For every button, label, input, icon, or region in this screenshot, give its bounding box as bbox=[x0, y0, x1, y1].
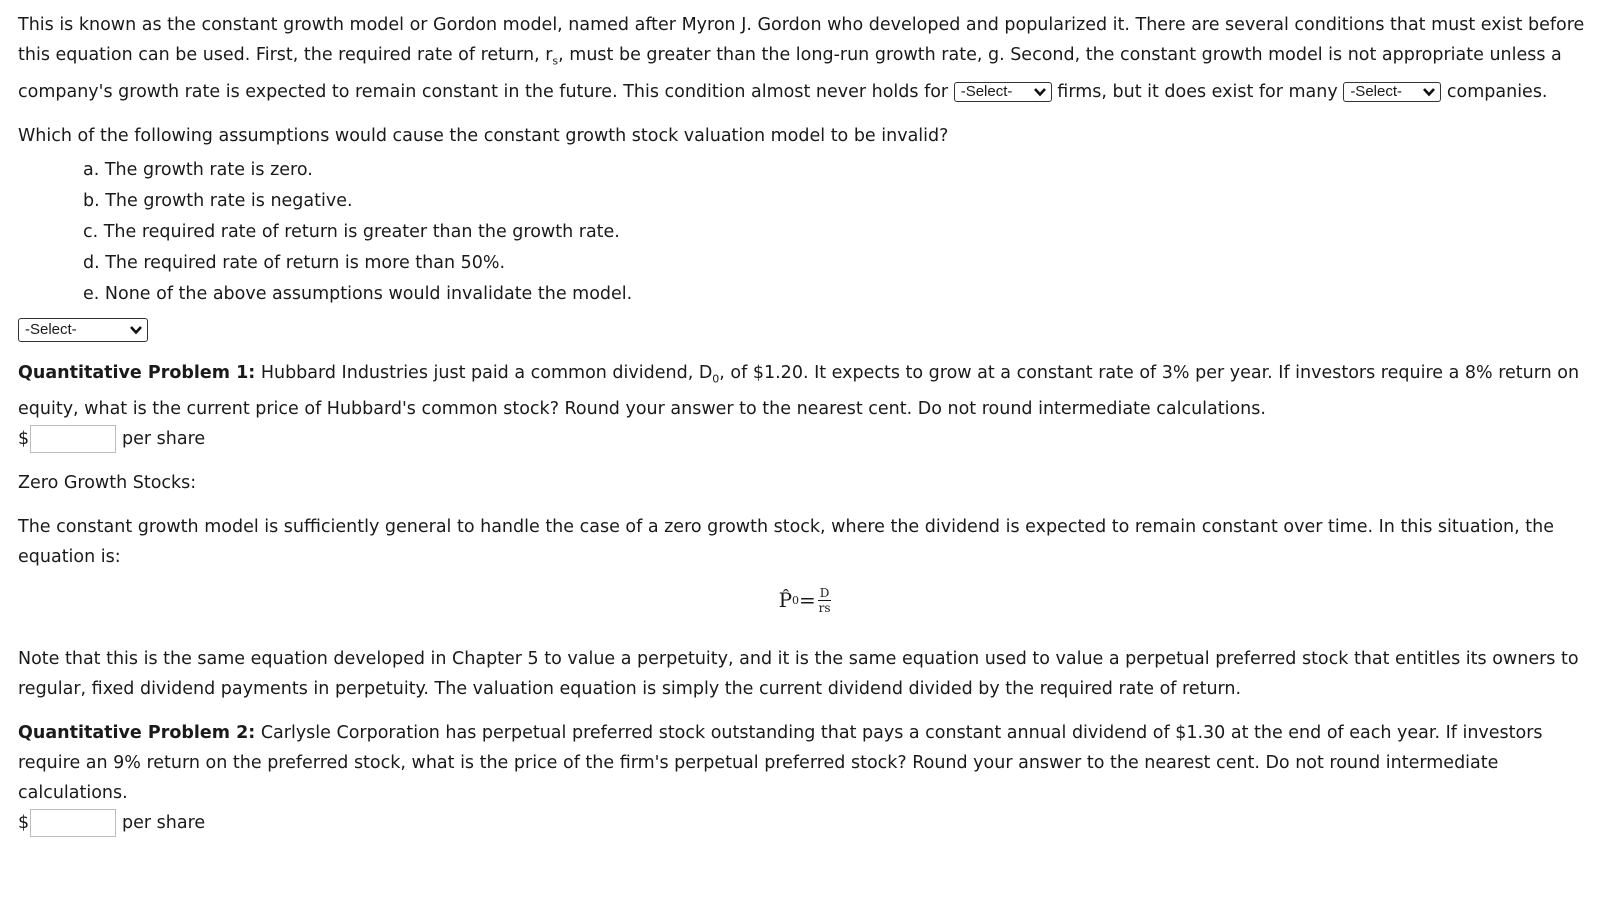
firm-type-select-1[interactable] bbox=[954, 82, 1052, 102]
chevron-down-icon bbox=[129, 325, 143, 335]
select-value: -Select- bbox=[960, 82, 1013, 100]
problem2-body: Carlysle Corporation has perpetual preferred stock outstanding that pays a constant annual dividend of $1.30 at the end of each year. If investors require an 9% return on the preferred stock, what is the price of the firm's perpetual preferred stock? Round your answer to the nearest cent. Do not round intermediate calculations. bbox=[18, 723, 1543, 803]
chevron-down-icon bbox=[1422, 87, 1436, 97]
problem2-label: Quantitative Problem 2: bbox=[18, 723, 256, 743]
chevron-down-icon bbox=[1033, 87, 1047, 97]
formula-fraction bbox=[818, 586, 832, 615]
intro-text-4: companies. bbox=[1446, 81, 1548, 102]
problem2-answer-row bbox=[18, 808, 1592, 838]
option-c: c. The required rate of return is greater than the growth rate. bbox=[83, 221, 620, 242]
problem1-label: Quantitative Problem 1: bbox=[18, 362, 256, 383]
intro-text-1: This is known as the constant growth model or Gordon model, named after Myron J. Gordon who developed and popularized it. There are several conditions that must exist before this equation can be used. First, the required rate of return, r bbox=[18, 15, 1585, 65]
select-value: -Select- bbox=[25, 321, 77, 338]
rs-subscript: s bbox=[552, 54, 559, 68]
zero-growth-heading: Zero Growth Stocks: bbox=[18, 473, 197, 493]
problem1-text bbox=[18, 358, 1592, 425]
formula-numerator: D bbox=[819, 585, 830, 600]
option-e: e. None of the above assumptions would invalidate the model. bbox=[83, 283, 633, 304]
problem1-text-2: , of $1.20. It expects to grow at a constant rate of 3% per year. If investors require a 8% return on equity, what is the current price of Hubbard's common stock? Round your answer to the nearest cent. Do not round intermediate calculations. bbox=[18, 362, 1580, 419]
select-value: -Select- bbox=[1350, 82, 1402, 100]
question-options bbox=[18, 155, 1592, 310]
formula-lhs: P̂ bbox=[778, 588, 793, 612]
zero-growth-text: The constant growth model is sufficiently general to handle the case of a zero growth stock, where the dividend is expected to remain constant over time. In this situation, the equation is: bbox=[18, 517, 1554, 567]
answer-select-row bbox=[18, 318, 1592, 342]
currency-symbol: $ bbox=[18, 813, 30, 833]
formula-denominator: rs bbox=[818, 600, 831, 615]
d0-subscript: 0 bbox=[712, 372, 720, 385]
unit-label: per share bbox=[122, 429, 206, 449]
problem1-answer-row bbox=[18, 424, 1592, 454]
zero-growth-note: Note that this is the same equation developed in Chapter 5 to value a perpetuity, and it is the same equation used to value a perpetual preferred stock that entitles its owners to regular, fixed dividend payments in perpetuity. The valuation equation is simply the current dividend divided by the required rate of return. bbox=[18, 649, 1579, 699]
formula-equals: = bbox=[799, 588, 816, 612]
option-b: b. The growth rate is negative. bbox=[83, 190, 353, 211]
question-text: Which of the following assumptions would cause the constant growth stock valuation model to be invalid? bbox=[18, 125, 949, 146]
intro-text-3: firms, but it does exist for many bbox=[1057, 81, 1338, 102]
formula-lhs-sub: 0 bbox=[792, 593, 800, 607]
problem2-text bbox=[18, 718, 1592, 808]
problem2-price-input[interactable] bbox=[30, 809, 116, 837]
option-a: a. The growth rate is zero. bbox=[83, 159, 313, 180]
problem1-text-1: Hubbard Industries just paid a common dividend, D bbox=[255, 362, 713, 383]
intro-text-2: , must be greater than the long-run growth rate, g. Second, the constant growth model is not appropriate unless a company's growth rate is expected to remain constant in the future. This condition almost never holds for bbox=[18, 45, 1562, 102]
option-d: d. The required rate of return is more than 50%. bbox=[83, 252, 506, 273]
firm-type-select-2[interactable] bbox=[1343, 82, 1441, 102]
intro-paragraph bbox=[18, 10, 1592, 107]
question-answer-select[interactable] bbox=[18, 318, 148, 342]
unit-label: per share bbox=[122, 813, 206, 833]
zero-growth-formula bbox=[18, 580, 1592, 620]
problem1-price-input[interactable] bbox=[30, 425, 116, 453]
currency-symbol: $ bbox=[18, 429, 30, 449]
